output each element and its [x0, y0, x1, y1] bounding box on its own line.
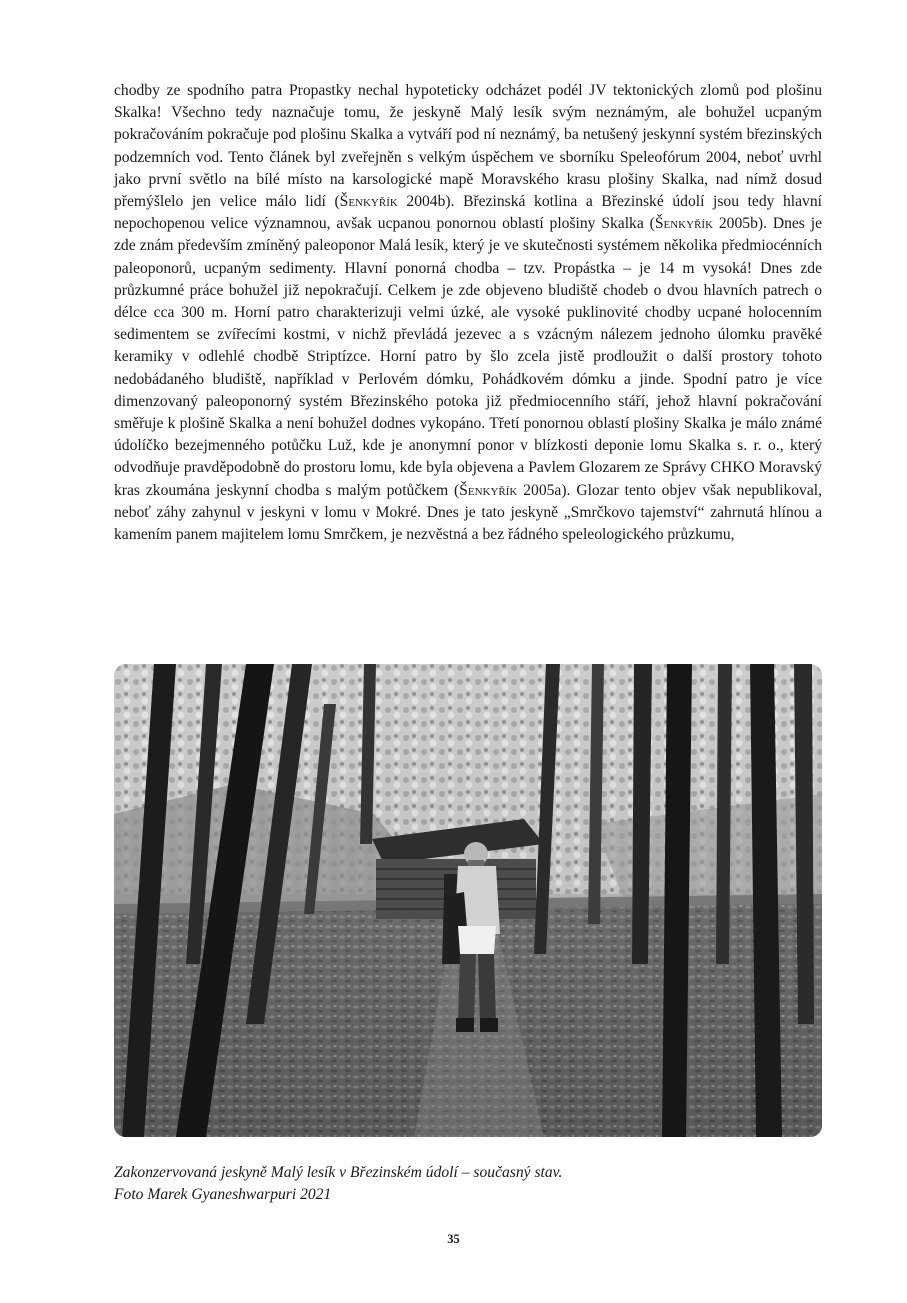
article-text-segment: ). Glozar tento objev však nepublikoval, neboť záhy zahynul v jeskyni v lomu v Mokré. Dnes je tato jeskyně „Smrčkovo tajemství“ zahrnutá hlínou a kamením panem majitelem lomu Smrčkem, je nezvěstná a bez řádného speleologického průzkumu, — [114, 481, 822, 544]
citation-year: 2004b — [397, 193, 446, 211]
citation-author: Šenkyřík — [654, 215, 714, 233]
citation-year: 2005a — [517, 481, 562, 499]
article-text-segment: ). Březinská kotlina a Březinské údolí jsou tedy hlavní nepochopenou velice významnou, avšak ucpanou ponornou oblastí plošiny Skalka ( — [114, 193, 822, 233]
forest-photo — [114, 664, 822, 1137]
figure-caption — [114, 1162, 822, 1206]
citation-author: Šenkyřík — [339, 193, 398, 211]
caption-line-description: Zakonzervovaná jeskyně Malý lesík v Březinském údolí – současný stav. — [114, 1164, 563, 1181]
citation-author: Šenkyřík — [459, 481, 518, 499]
article-body-text — [114, 80, 822, 546]
citation-year: 2005b — [713, 215, 758, 233]
forest-photo-illustration — [114, 664, 822, 1137]
page-number: 35 — [447, 1232, 460, 1246]
article-text-segment: ). Dnes je zde znám především zmíněný paleoponor Malá lesík, který je ve skutečnosti systémem několika předmiocénních paleoponorů, ucpaným sedimenty. Hlavní ponorná chodba – tzv. Propástka – je 14 m vysoká! Dnes zde průzkumné práce bohužel již nepokračují. Celkem je zde objeveno bludiště chodeb o dvou hlavních patrech o délce cca 300 m. Horní patro charakterizuji velmi úzké, ale vysoké puklinovité chodby ucpané holocenním sedimentem se zvířecími kostmi, v nichž převládá jezevec a s vzácným nálezem jednoho úlomku pravěké keramiky v odlehlé chodbě Striptízce. Horní patro by šlo zcela jistě prodloužit o další prostory tohoto nedobádaného bludiště, například v Perlovém dómku, Pohádkovém dómku a jinde. Spodní patro je více dimenzovaný paleoponorný systém Březinského potoka již předmiocenního stáří, jehož hlavní pokračování směřuje k plošině Skalka a není bohužel dodnes vykopáno. Třetí ponornou oblastí plošiny Skalka je málo známé údolíčko bezejmenného potůčku Luž, kde je anonymní ponor v blízkosti deponie lomu Skalka s. r. o., který odvodňuje pravděpodobně do prostoru lomu, kde byla objevena a Pavlem Glozarem ze Správy CHKO Moravský kras zkoumána jeskynní chodba s malým potůčkem ( — [114, 215, 822, 499]
article-text-segment: chodby ze spodního patra Propastky nechal hypoteticky odcházet podél JV tektonických zlomů pod plošinu Skalka! Všechno tedy naznačuje tomu, že jeskyně Malý lesík svým neznámým, ale bohužel ucpaným pokračováním pokračuje pod plošinu Skalka a vytváří pod ní neznámý, ba netušený jeskynní systém březinských podzemních vod. Tento článek byl zveřejněn s velkým úspěchem ve sborníku Speleofórum 2004, neboť uvrhl jako první světlo na bílé místo na karsologické mapě Moravského krasu plošiny Skalka, nad nímž dosud přemýšlelo jen velice málo lidí ( — [114, 82, 822, 211]
caption-line-credit: Foto Marek Gyaneshwarpuri 2021 — [114, 1186, 332, 1203]
